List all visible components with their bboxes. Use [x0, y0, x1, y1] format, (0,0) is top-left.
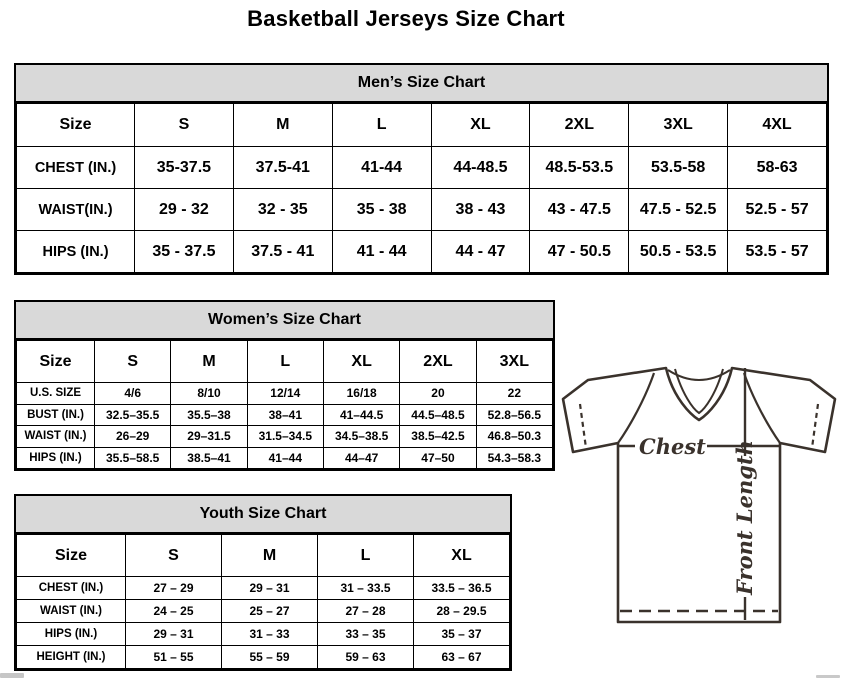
size-value-cell: 35 – 37 — [414, 623, 510, 646]
front-length-label: Front Length — [732, 440, 757, 595]
column-header: M — [222, 535, 318, 577]
size-value-cell: 55 – 59 — [222, 646, 318, 669]
row-label: CHEST (IN.) — [17, 147, 135, 189]
jersey-measurement-diagram — [555, 353, 843, 645]
mens-size-table — [16, 103, 827, 273]
size-value-cell: 22 — [476, 383, 552, 405]
youth-chart-title: Youth Size Chart — [16, 496, 510, 534]
table-row — [17, 404, 553, 426]
row-label: HEIGHT (IN.) — [17, 646, 126, 669]
size-value-cell: 32 - 35 — [233, 189, 332, 231]
h-scrollbar-thumb-right[interactable] — [816, 675, 840, 678]
size-value-cell: 34.5–38.5 — [323, 426, 399, 448]
table-row — [17, 646, 510, 669]
table-row — [17, 147, 827, 189]
size-header-row — [17, 341, 553, 383]
row-label: BUST (IN.) — [17, 404, 95, 426]
size-value-cell: 41 - 44 — [332, 231, 431, 273]
size-value-cell: 52.8–56.5 — [476, 404, 552, 426]
cuff-dashed-line-right — [812, 404, 818, 448]
mens-chart-title: Men’s Size Chart — [16, 65, 827, 103]
column-header: XL — [414, 535, 510, 577]
sleeve-seam-right — [744, 373, 780, 443]
size-value-cell: 35.5–38 — [171, 404, 247, 426]
table-row — [17, 577, 510, 600]
row-label: HIPS (IN.) — [17, 623, 126, 646]
column-header: S — [95, 341, 171, 383]
size-value-cell: 16/18 — [323, 383, 399, 405]
size-value-cell: 24 – 25 — [126, 600, 222, 623]
table-row — [17, 383, 553, 405]
size-value-cell: 47 - 50.5 — [530, 231, 629, 273]
size-value-cell: 35.5–58.5 — [95, 447, 171, 469]
size-value-cell: 31 – 33.5 — [318, 577, 414, 600]
size-value-cell: 44–47 — [323, 447, 399, 469]
row-label: HIPS (IN.) — [17, 231, 135, 273]
table-row — [17, 426, 553, 448]
size-value-cell: 35 - 37.5 — [135, 231, 234, 273]
youth-size-table — [16, 534, 510, 669]
size-value-cell: 47.5 - 52.5 — [629, 189, 728, 231]
size-value-cell: 29 – 31 — [126, 623, 222, 646]
row-label: CHEST (IN.) — [17, 577, 126, 600]
size-value-cell: 59 – 63 — [318, 646, 414, 669]
size-value-cell: 26–29 — [95, 426, 171, 448]
size-value-cell: 44.5–48.5 — [400, 404, 476, 426]
size-value-cell: 29–31.5 — [171, 426, 247, 448]
column-header: S — [126, 535, 222, 577]
size-value-cell: 38–41 — [247, 404, 323, 426]
size-value-cell: 20 — [400, 383, 476, 405]
column-header: L — [332, 104, 431, 147]
page-title: Basketball Jerseys Size Chart — [247, 6, 565, 31]
size-value-cell: 35 - 38 — [332, 189, 431, 231]
size-value-cell: 52.5 - 57 — [728, 189, 827, 231]
size-value-cell: 29 - 32 — [135, 189, 234, 231]
size-value-cell: 37.5-41 — [233, 147, 332, 189]
size-value-cell: 44 - 47 — [431, 231, 530, 273]
column-header: 3XL — [629, 104, 728, 147]
column-header: 4XL — [728, 104, 827, 147]
size-value-cell: 33.5 – 36.5 — [414, 577, 510, 600]
jersey-outline — [563, 368, 835, 622]
row-label: WAIST (IN.) — [17, 600, 126, 623]
size-value-cell: 37.5 - 41 — [233, 231, 332, 273]
womens-chart-title: Women’s Size Chart — [16, 302, 553, 340]
size-value-cell: 33 – 35 — [318, 623, 414, 646]
table-row — [17, 623, 510, 646]
size-value-cell: 44-48.5 — [431, 147, 530, 189]
table-row — [17, 600, 510, 623]
size-value-cell: 4/6 — [95, 383, 171, 405]
table-row — [17, 231, 827, 273]
cuff-dashed-line-left — [580, 404, 586, 448]
size-header-row — [17, 104, 827, 147]
chest-label: Chest — [639, 434, 706, 459]
womens-size-table — [16, 340, 553, 469]
size-value-cell: 27 – 29 — [126, 577, 222, 600]
sleeve-seam-left — [618, 373, 654, 443]
size-value-cell: 8/10 — [171, 383, 247, 405]
table-row — [17, 447, 553, 469]
column-header: L — [247, 341, 323, 383]
size-value-cell: 58-63 — [728, 147, 827, 189]
size-value-cell: 47–50 — [400, 447, 476, 469]
size-value-cell: 46.8–50.3 — [476, 426, 552, 448]
mens-size-chart — [14, 63, 829, 275]
column-header: Size — [17, 341, 95, 383]
size-value-cell: 32.5–35.5 — [95, 404, 171, 426]
h-scrollbar-thumb-left[interactable] — [0, 673, 24, 678]
row-label: U.S. SIZE — [17, 383, 95, 405]
size-value-cell: 31.5–34.5 — [247, 426, 323, 448]
size-header-row — [17, 535, 510, 577]
size-value-cell: 35-37.5 — [135, 147, 234, 189]
size-value-cell: 31 – 33 — [222, 623, 318, 646]
table-row — [17, 189, 827, 231]
youth-size-chart — [14, 494, 512, 671]
column-header: Size — [17, 104, 135, 147]
size-value-cell: 41–44 — [247, 447, 323, 469]
row-label: WAIST(IN.) — [17, 189, 135, 231]
row-label: WAIST (IN.) — [17, 426, 95, 448]
size-value-cell: 63 – 67 — [414, 646, 510, 669]
size-value-cell: 51 – 55 — [126, 646, 222, 669]
womens-size-chart — [14, 300, 555, 471]
size-value-cell: 43 - 47.5 — [530, 189, 629, 231]
column-header: L — [318, 535, 414, 577]
size-value-cell: 54.3–58.3 — [476, 447, 552, 469]
size-value-cell: 28 – 29.5 — [414, 600, 510, 623]
size-value-cell: 38.5–41 — [171, 447, 247, 469]
size-value-cell: 53.5 - 57 — [728, 231, 827, 273]
column-header: Size — [17, 535, 126, 577]
size-value-cell: 41–44.5 — [323, 404, 399, 426]
row-label: HIPS (IN.) — [17, 447, 95, 469]
size-value-cell: 50.5 - 53.5 — [629, 231, 728, 273]
size-value-cell: 25 – 27 — [222, 600, 318, 623]
size-value-cell: 48.5-53.5 — [530, 147, 629, 189]
column-header: 3XL — [476, 341, 552, 383]
column-header: 2XL — [530, 104, 629, 147]
column-header: XL — [323, 341, 399, 383]
collar-inner-v — [675, 369, 723, 413]
size-value-cell: 38.5–42.5 — [400, 426, 476, 448]
column-header: 2XL — [400, 341, 476, 383]
column-header: M — [171, 341, 247, 383]
size-value-cell: 29 – 31 — [222, 577, 318, 600]
size-value-cell: 12/14 — [247, 383, 323, 405]
column-header: XL — [431, 104, 530, 147]
size-value-cell: 27 – 28 — [318, 600, 414, 623]
column-header: M — [233, 104, 332, 147]
size-value-cell: 41-44 — [332, 147, 431, 189]
size-value-cell: 38 - 43 — [431, 189, 530, 231]
size-value-cell: 53.5-58 — [629, 147, 728, 189]
column-header: S — [135, 104, 234, 147]
